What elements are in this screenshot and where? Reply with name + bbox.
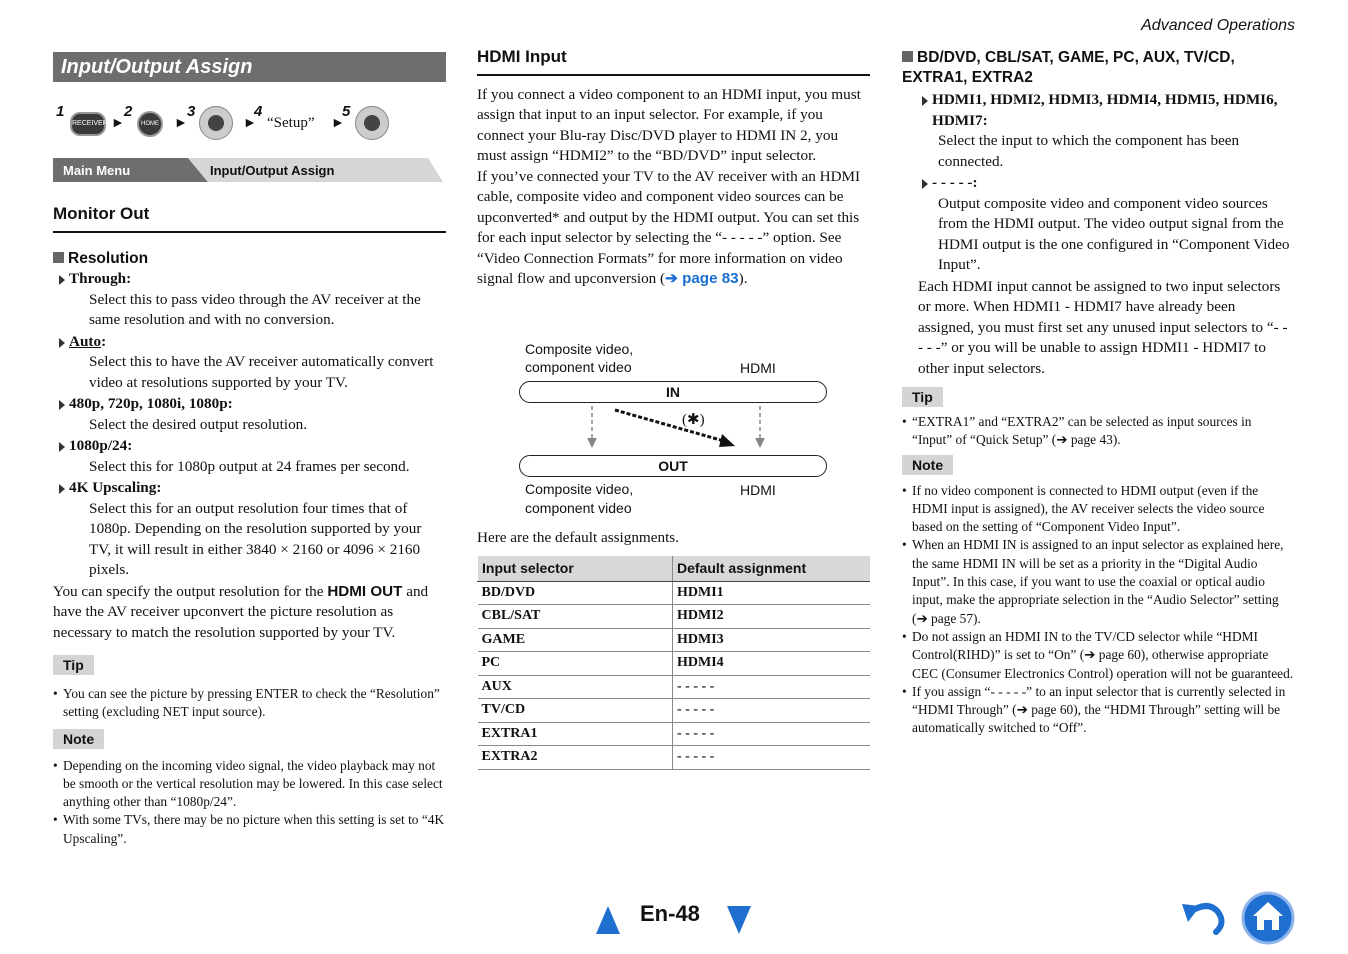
resolution-paragraph: You can specify the output resolution for the HDMI OUT and have the AV receiver upconvert the picture resolution as necessary to match the resolution supported by your TV. — [53, 582, 429, 641]
table-cell: - - - - - — [673, 699, 871, 723]
diagram-source-label: Composite video, component video — [525, 341, 634, 375]
option-label: 4K Upscaling: — [53, 478, 446, 499]
arrow-icon: ► — [243, 116, 257, 131]
table-cell: BD/DVD — [478, 581, 673, 605]
diagram-in-box: IN — [519, 381, 827, 403]
arrow-icon: ► — [174, 116, 188, 131]
table-cell: TV/CD — [478, 699, 673, 723]
diagram-hdmi-out-label: HDMI — [740, 482, 776, 498]
table-cell: EXTRA1 — [478, 722, 673, 746]
diagram-arrows — [519, 404, 829, 454]
step-number: 3 — [187, 103, 196, 120]
hdmi-para-2: If you’ve connected your TV to the AV receiver with an HDMI cable, composite video and component video sources can be upconverted* and output by the HDMI output. You can set this for each input selector by selecting the “- - - - -” option. See “Video Connection Formats” for more information on video signal flow and upconversion (➔ page 83). — [477, 167, 861, 287]
option-label: 1080p/24: — [53, 436, 446, 457]
table-header: Input selector — [478, 556, 673, 581]
note-label: Note — [53, 729, 104, 749]
next-page-icon[interactable] — [727, 906, 751, 934]
back-icon[interactable] — [1180, 896, 1230, 938]
table-cell: HDMI4 — [673, 652, 871, 676]
arrow-icon: ► — [331, 116, 345, 131]
table-cell: - - - - - — [673, 675, 871, 699]
note-item: • Do not assign an HDMI IN to the TV/CD selector while “HDMI Control(RIHD)” is set to “On” (➔ page 60), otherwise appropriate CEC (Consumer Electronics Control) operation will not be guaranteed. — [902, 628, 1294, 683]
note-label: Note — [902, 455, 953, 475]
table-row — [478, 628, 871, 652]
table-cell: CBL/SAT — [478, 605, 673, 629]
square-bullet-icon — [902, 51, 913, 62]
square-bullet-icon — [53, 252, 64, 263]
table-row — [478, 699, 871, 723]
note-item: • If you assign “- - - - -” to an input selector that is currently selected in “HDMI Through” (➔ page 60), the “HDMI Through” setting will be automatically switched to “Off”. — [902, 683, 1294, 738]
option-label: HDMI1, HDMI2, HDMI3, HDMI4, HDMI5, HDMI6, HDMI7: — [916, 90, 1294, 131]
resolution-heading: Resolution — [53, 249, 446, 270]
table-row — [478, 652, 871, 676]
cursor-pad-icon — [199, 106, 233, 140]
option-desc: Select this for 1080p output at 24 frames per second. — [89, 457, 410, 475]
hdmi-input-heading: HDMI Input — [477, 47, 870, 76]
table-row — [478, 675, 871, 699]
step-sequence — [53, 100, 453, 145]
table-cell: - - - - - — [673, 746, 871, 770]
breadcrumb-main: Main Menu — [63, 163, 131, 178]
note-item: • Depending on the incoming video signal, the video playback may not be smooth or the vertical resolution may be lowered. In this case select anything other than “1080p/24”. — [53, 757, 446, 812]
step-number: 1 — [56, 103, 65, 120]
breadcrumb-sub: Input/Output Assign — [210, 163, 335, 178]
setup-label: “Setup” — [267, 115, 315, 131]
step-number: 2 — [124, 103, 133, 120]
table-cell: HDMI2 — [673, 605, 871, 629]
tip-text: • You can see the picture by pressing ENTER to check the “Resolution” setting (excluding NET input source). — [53, 685, 446, 722]
tip-label: Tip — [53, 655, 94, 675]
table-row — [478, 746, 871, 770]
home-icon[interactable] — [1241, 891, 1295, 945]
diagram-out-box: OUT — [519, 455, 827, 477]
diagram-dest-label: Composite video, component video — [525, 481, 634, 516]
selector-heading: BD/DVD, CBL/SAT, GAME, PC, AUX, TV/CD, EXTRA1, EXTRA2 — [902, 49, 1235, 86]
note-item: • With some TVs, there may be no picture when this setting is set to “4K Upscaling”. — [53, 811, 446, 848]
section-title: Input/Output Assign — [53, 52, 446, 82]
step-number: 5 — [342, 103, 351, 120]
page-83-link[interactable]: ➔ page 83 — [665, 270, 739, 287]
step-number: 4 — [254, 103, 263, 120]
table-cell: HDMI3 — [673, 628, 871, 652]
hdmi-para-1: If you connect a video component to an HDMI input, you must assign that input to an input selector. For example, if you connect your Blu-ray Disc/DVD player to HDMI IN 2, you must assign “HDMI2” to the “BD/DVD” input selector. — [477, 85, 861, 164]
upconversion-diagram — [519, 338, 829, 518]
monitor-out-section — [53, 204, 446, 848]
table-row — [478, 722, 871, 746]
table-row — [478, 605, 871, 629]
selector-section — [902, 48, 1294, 738]
tip-text: • “EXTRA1” and “EXTRA2” can be selected as input sources in “Input” of “Quick Setup” (➔ page 43). — [902, 413, 1294, 450]
breadcrumb — [53, 158, 443, 182]
prev-page-icon[interactable] — [596, 906, 620, 934]
option-label: Auto: — [53, 332, 446, 353]
table-cell: GAME — [478, 628, 673, 652]
diagram-star: (✱) — [682, 412, 705, 428]
option-desc: Select the input to which the component has been connected. — [938, 132, 1240, 170]
table-cell: - - - - - — [673, 722, 871, 746]
diagram-hdmi-label: HDMI — [740, 360, 776, 376]
receiver-button-icon: RECEIVER — [70, 112, 106, 136]
table-cell: EXTRA2 — [478, 746, 673, 770]
option-label: - - - - -: — [916, 173, 1294, 194]
assign-paragraph: Each HDMI input cannot be assigned to two input selectors or more. When HDMI1 - HDMI7 have already been assigned, you must first set any unused input selectors to “- - - - -” or you will be unable to assign HDMI1 - HDMI7 to other input selectors. — [918, 277, 1288, 377]
page-number: En-48 — [640, 901, 700, 926]
enter-button-icon — [355, 106, 389, 140]
arrow-icon: ► — [111, 116, 125, 131]
option-desc: Select this to pass video through the AV receiver at the same resolution and with no conversion. — [89, 290, 421, 328]
table-cell: PC — [478, 652, 673, 676]
default-assignment-table — [477, 556, 870, 770]
table-cell: HDMI1 — [673, 581, 871, 605]
home-button-icon: HOME — [137, 111, 163, 137]
option-desc: Output composite video and component video sources from the HDMI output. The video output signal from the HDMI output is the one configured in “Component Video Input”. — [938, 194, 1290, 273]
option-label: 480p, 720p, 1080i, 1080p: — [53, 394, 446, 415]
note-item: • When an HDMI IN is assigned to an input selector as explained here, the same HDMI IN will be set as a priority in the “Digital Audio Input”. In this case, if you want to use the coaxial or optical audio input, make the appropriate selection in the “Audio Selector” setting (➔ page 57). — [902, 536, 1294, 627]
option-desc: Select this for an output resolution four times that of 1080p. Depending on the resolution supported by your TV, it will result in either 3840 × 2160 or 4096 × 2160 pixels. — [89, 499, 422, 578]
table-row — [478, 581, 871, 605]
table-cell: AUX — [478, 675, 673, 699]
defaults-intro: Here are the default assignments. — [477, 529, 679, 546]
section-header: Advanced Operations — [1141, 17, 1295, 34]
note-item: • If no video component is connected to HDMI output (even if the HDMI input is assigned), the AV receiver selects the video source based on the setting of “Component Video Input”. — [902, 482, 1294, 537]
tip-label: Tip — [902, 387, 943, 407]
monitor-out-heading: Monitor Out — [53, 204, 446, 233]
option-desc: Select the desired output resolution. — [89, 415, 308, 433]
option-label: Through: — [53, 269, 446, 290]
hdmi-input-section — [477, 47, 870, 290]
option-desc: Select this to have the AV receiver automatically convert video at resolutions supported by your TV. — [89, 353, 434, 391]
table-header: Default assignment — [673, 556, 871, 581]
